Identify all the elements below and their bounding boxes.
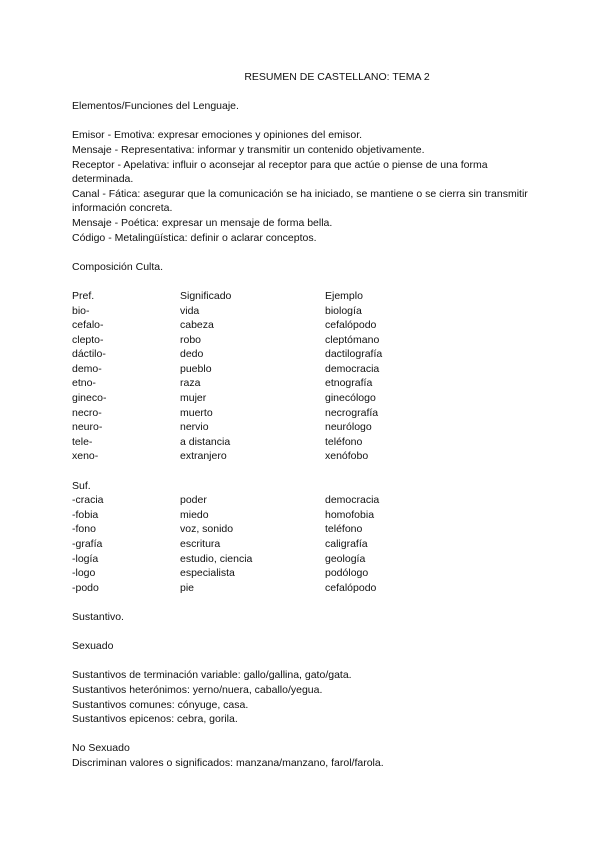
table-cell: necro- bbox=[72, 406, 102, 419]
section-heading-elements: Elementos/Funciones del Lenguaje. bbox=[72, 100, 239, 113]
table-cell: democracia bbox=[325, 362, 380, 375]
table-cell: dactilografía bbox=[325, 348, 383, 361]
table-cell: voz, sonido bbox=[180, 523, 234, 536]
table-cell: dedo bbox=[180, 348, 204, 361]
table-cell: biología bbox=[325, 304, 362, 317]
table-cell: democracia bbox=[325, 494, 380, 507]
table-cell: gineco- bbox=[72, 392, 107, 405]
table-cell: neurólogo bbox=[325, 421, 372, 434]
table-cell: xenófobo bbox=[325, 450, 369, 463]
table-cell: tele- bbox=[72, 435, 93, 448]
table-cell: teléfono bbox=[325, 523, 363, 536]
table-cell: -fobia bbox=[72, 508, 99, 521]
suffix-row bbox=[72, 566, 542, 581]
table-cell: cabeza bbox=[180, 319, 214, 332]
sexed-heading: Sexuado bbox=[72, 640, 114, 653]
table-cell: necrografía bbox=[325, 406, 379, 419]
noun-line: Sustantivos epicenos: cebra, gorila. bbox=[72, 713, 238, 726]
table-cell: geología bbox=[325, 552, 366, 565]
table-cell: -cracia bbox=[72, 494, 104, 507]
table-cell: a distancia bbox=[180, 435, 231, 448]
suffix-row bbox=[72, 581, 542, 596]
prefix-row bbox=[72, 449, 542, 464]
noun-line: Sustantivos heterónimos: yerno/nuera, caballo/yegua. bbox=[72, 683, 323, 696]
suffix-row bbox=[72, 493, 542, 508]
table-cell: neuro- bbox=[72, 421, 103, 434]
function-line: Canal - Fática: asegurar que la comunicación se ha iniciado, se mantiene o se cierra sin transmitir información concreta. bbox=[72, 187, 528, 215]
prefix-row bbox=[72, 406, 542, 421]
noun-line: Sustantivos de terminación variable: gallo/gallina, gato/gata. bbox=[72, 669, 352, 682]
suffix-row bbox=[72, 522, 542, 537]
prefix-row bbox=[72, 318, 542, 333]
table-cell: vida bbox=[180, 304, 200, 317]
section-heading-composition: Composición Culta. bbox=[72, 260, 164, 273]
function-line: Código - Metalingüística: definir o aclarar conceptos. bbox=[72, 231, 317, 244]
table-cell: etno- bbox=[72, 377, 96, 390]
table-cell: clepto- bbox=[72, 333, 104, 346]
noun-line: Sustantivos comunes: cónyuge, casa. bbox=[72, 698, 249, 711]
table-cell: extranjero bbox=[180, 450, 227, 463]
table-cell: raza bbox=[180, 377, 201, 390]
prefix-row bbox=[72, 362, 542, 377]
column-header: Pref. bbox=[72, 289, 95, 302]
table-cell: teléfono bbox=[325, 435, 363, 448]
table-cell: xeno- bbox=[72, 450, 99, 463]
section-heading-noun: Sustantivo. bbox=[72, 610, 124, 623]
document-page bbox=[72, 70, 542, 771]
suffix-row bbox=[72, 537, 542, 552]
table-cell: miedo bbox=[180, 508, 209, 521]
table-cell: cefalópodo bbox=[325, 319, 377, 332]
suffix-row bbox=[72, 552, 542, 567]
column-header: Significado bbox=[180, 289, 232, 302]
table-cell: etnografía bbox=[325, 377, 373, 390]
table-cell: mujer bbox=[180, 392, 207, 405]
function-line: Mensaje - Representativa: informar y transmitir un contenido objetivamente. bbox=[72, 143, 425, 156]
nonsexed-heading: No Sexuado bbox=[72, 742, 130, 755]
prefix-table bbox=[72, 304, 542, 465]
prefix-table-header bbox=[72, 289, 542, 304]
table-cell: -logo bbox=[72, 567, 96, 580]
table-cell: demo- bbox=[72, 362, 102, 375]
table-cell: podólogo bbox=[325, 567, 369, 580]
prefix-row bbox=[72, 333, 542, 348]
table-cell: caligrafía bbox=[325, 538, 368, 550]
function-line: Receptor - Apelativa: influir o aconsejar al receptor para que actúe o piense de una forma determinada. bbox=[72, 158, 488, 186]
prefix-row bbox=[72, 420, 542, 435]
table-cell: -logía bbox=[72, 552, 99, 565]
suffix-table bbox=[72, 493, 542, 595]
table-cell: -podo bbox=[72, 581, 99, 594]
prefix-row bbox=[72, 347, 542, 362]
table-cell: -grafía bbox=[72, 538, 103, 550]
table-cell: cefalo- bbox=[72, 319, 104, 332]
column-header: Ejemplo bbox=[325, 289, 363, 302]
table-cell: muerto bbox=[180, 406, 213, 419]
table-cell: dáctilo- bbox=[72, 348, 106, 361]
table-cell: pueblo bbox=[180, 362, 212, 375]
nonsexed-line: Discriminan valores o significados: manzana/manzano, farol/farola. bbox=[72, 756, 384, 769]
table-cell: ginecólogo bbox=[325, 392, 376, 405]
table-cell: pie bbox=[180, 581, 195, 594]
prefix-row bbox=[72, 435, 542, 450]
suffix-heading: Suf. bbox=[72, 479, 91, 492]
table-cell: estudio, ciencia bbox=[180, 552, 253, 565]
table-cell: especialista bbox=[180, 567, 235, 580]
table-cell: escritura bbox=[180, 538, 221, 550]
function-line: Mensaje - Poética: expresar un mensaje de forma bella. bbox=[72, 216, 333, 229]
prefix-row bbox=[72, 391, 542, 406]
table-cell: -fono bbox=[72, 523, 96, 536]
table-cell: bio- bbox=[72, 304, 90, 317]
table-cell: robo bbox=[180, 333, 202, 346]
suffix-row bbox=[72, 508, 542, 523]
prefix-row bbox=[72, 376, 542, 391]
page-title: RESUMEN DE CASTELLANO: TEMA 2 bbox=[244, 71, 430, 83]
table-cell: poder bbox=[180, 494, 207, 507]
table-cell: nervio bbox=[180, 421, 209, 434]
table-cell: cleptómano bbox=[325, 333, 380, 346]
table-cell: cefalópodo bbox=[325, 581, 377, 594]
prefix-row bbox=[72, 304, 542, 319]
table-cell: homofobia bbox=[325, 508, 375, 521]
function-line: Emisor - Emotiva: expresar emociones y opiniones del emisor. bbox=[72, 129, 363, 142]
